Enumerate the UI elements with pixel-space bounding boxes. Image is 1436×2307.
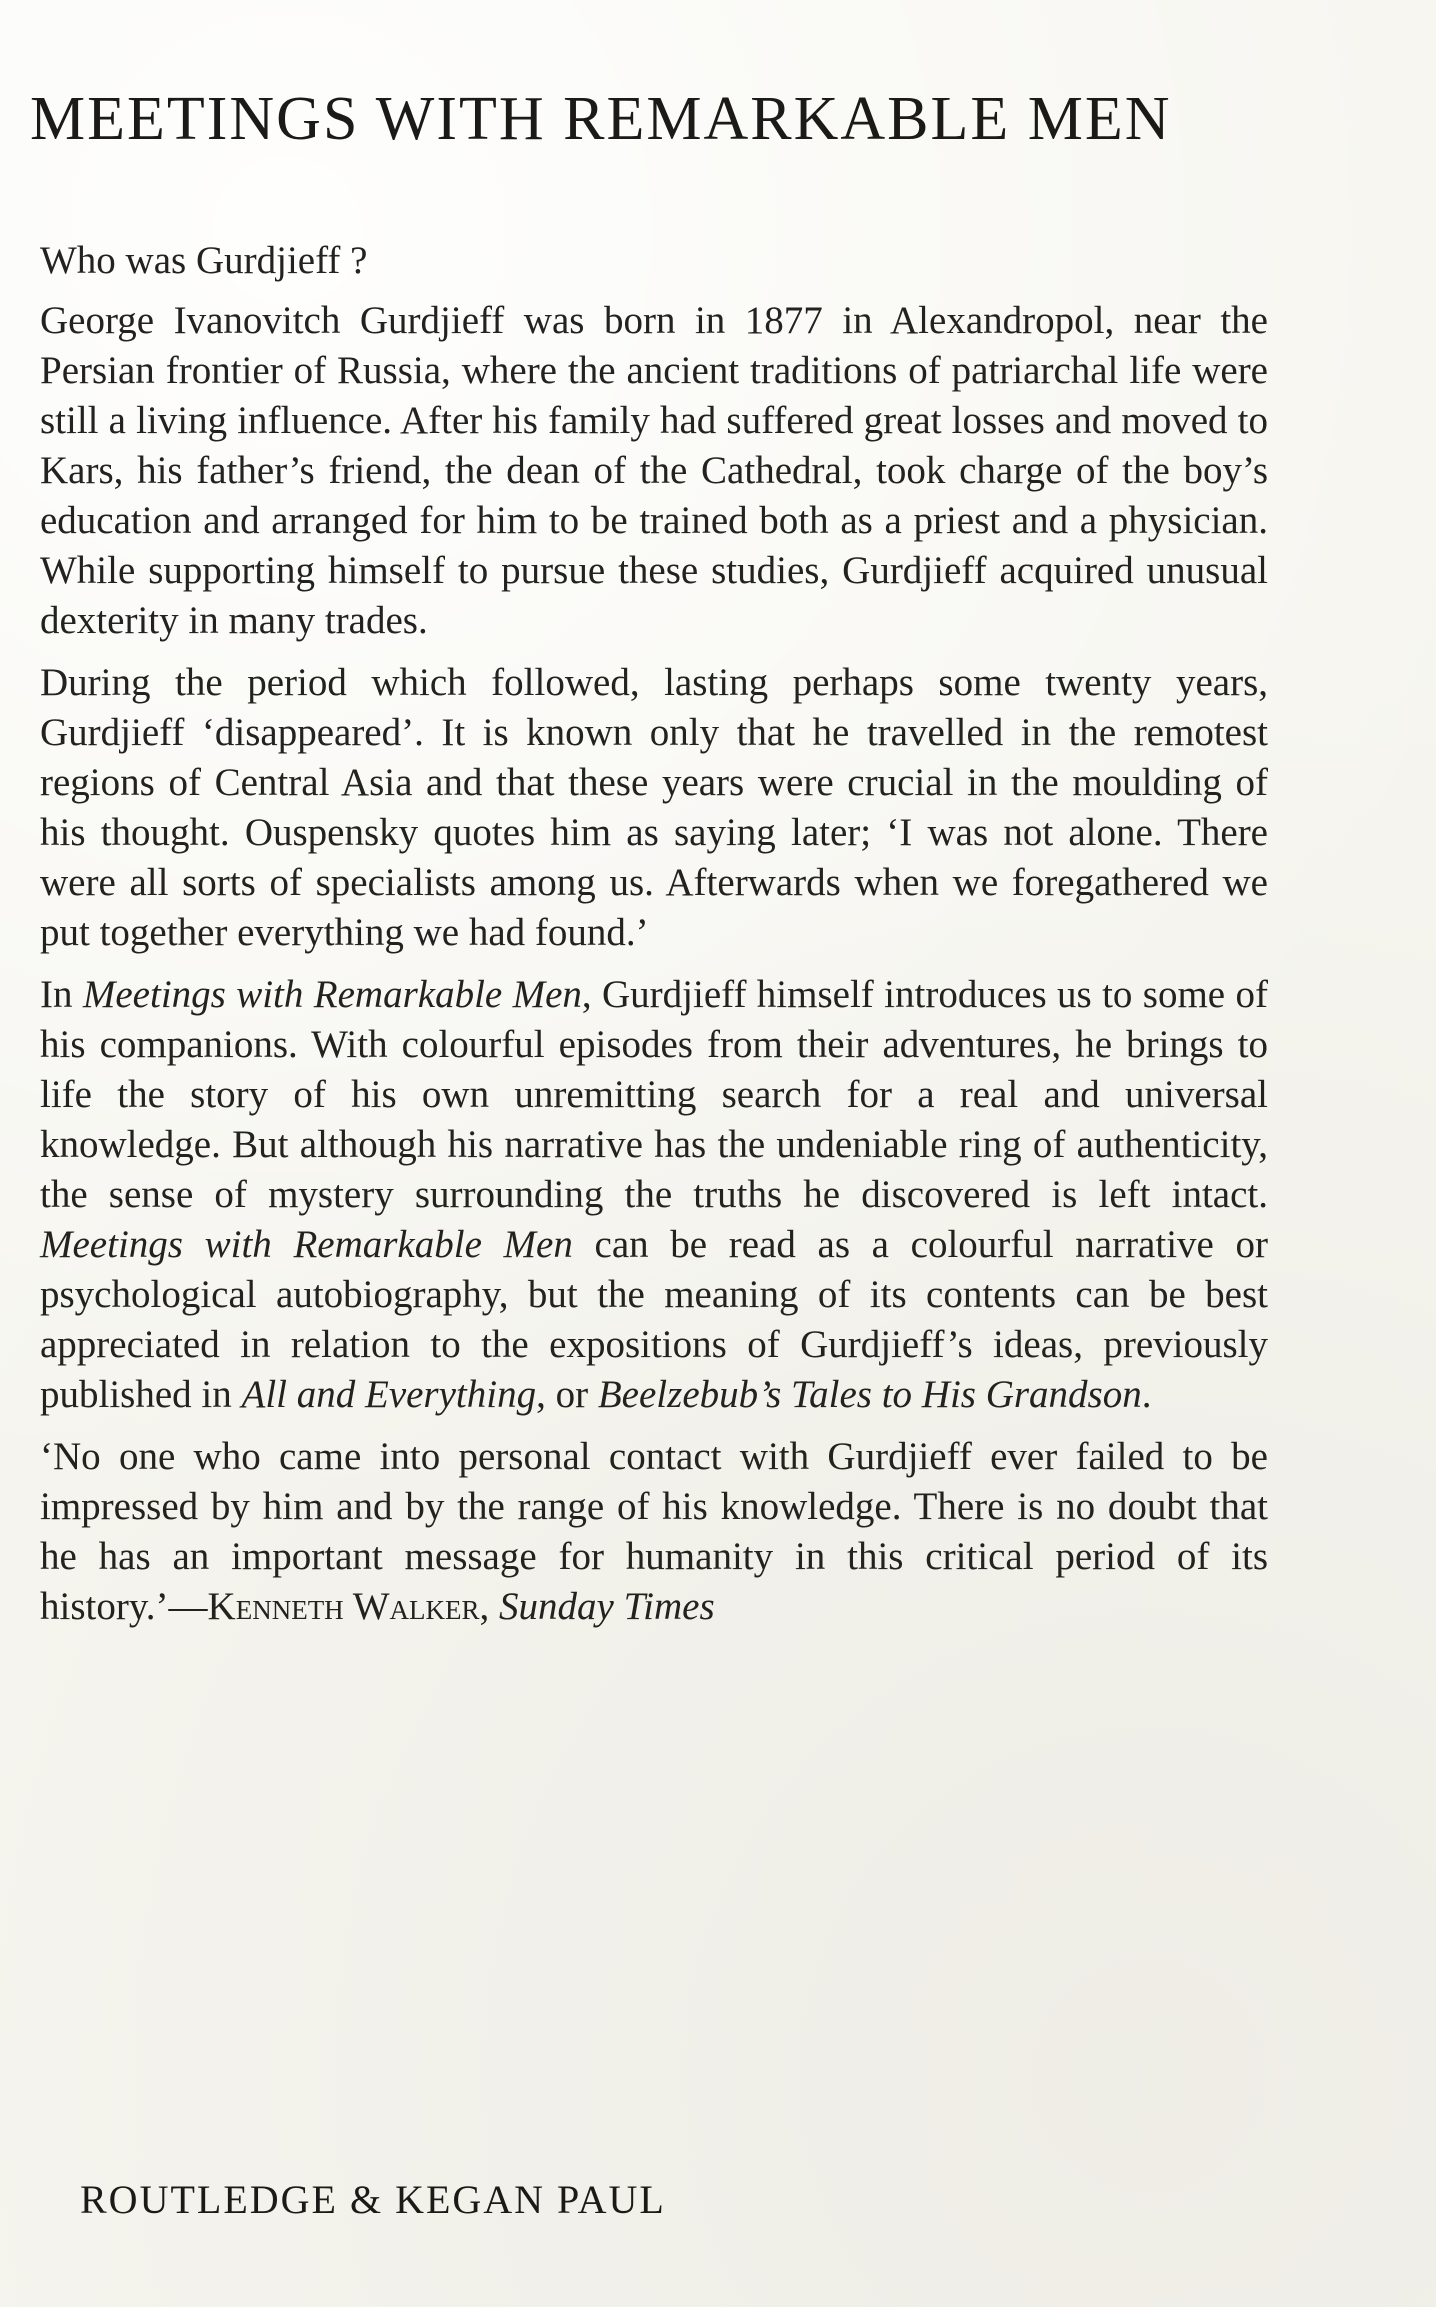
quote-source: Sunday Times bbox=[499, 1585, 715, 1628]
summary-text-2: , Gurdjieff himself introduces us to some of his companions. With colourful episodes from their adventures, he brings to life the story of his own unremitting search for a real and universal knowledge. But although his narrative has the undeniable ring of authenticity, the sense of mystery surrounding the truths he discovered is left intact. bbox=[40, 973, 1268, 1216]
related-title-reference: All and Everything bbox=[241, 1373, 537, 1416]
review-quote bbox=[40, 1432, 1268, 1632]
intro-question: Who was Gurdjieff ? bbox=[40, 239, 368, 282]
summary-text-5: . bbox=[1141, 1373, 1152, 1416]
publisher-name: ROUTLEDGE & KEGAN PAUL bbox=[80, 2177, 666, 2222]
quote-separator: , bbox=[479, 1585, 500, 1628]
paragraph-disappearance: During the period which followed, lasting perhaps some twenty years, Gurdjieff ‘disappeared’. It is known only that he travelled in the remotest regions of Central Asia and that these years were crucial in the moulding of his thought. Ouspensky quotes him as saying later; ‘I was not alone. There were all sorts of specialists among us. Afterwards when we foregathered we put together everything we had found.’ bbox=[40, 661, 1268, 954]
description-body bbox=[40, 236, 1268, 1632]
paragraph-book-summary bbox=[40, 970, 1268, 1420]
book-title-reference: Meetings with Remarkable Men bbox=[82, 973, 582, 1016]
paragraph-biography: George Ivanovitch Gurdjieff was born in 1877 in Alexandropol, near the Persian frontier of Russia, where the ancient traditions of patriarchal life were still a living influence. After his family had suffered great losses and moved to Kars, his father’s friend, the dean of the Cathedral, took charge of the boy’s education and arranged for him to be trained both as a priest and a physician. While supporting himself to pursue these studies, Gurdjieff acquired unusual dexterity in many trades. bbox=[40, 299, 1268, 642]
page-title: MEETINGS WITH REMARKABLE MEN bbox=[30, 85, 1172, 153]
summary-text-1: In bbox=[40, 973, 83, 1016]
quote-text: ‘No one who came into personal contact with Gurdjieff ever failed to be impressed by him and by the range of his knowledge. There is no doubt that he has an important message for humanity in this critical period of its history.’— bbox=[40, 1435, 1268, 1628]
summary-text-4: , or bbox=[536, 1373, 598, 1416]
related-title-reference: Beelzebub’s Tales to His Grandson bbox=[597, 1373, 1142, 1416]
quote-author: Kenneth Walker bbox=[207, 1585, 480, 1628]
book-title-reference: Meetings with Remarkable Men bbox=[40, 1223, 573, 1266]
summary-text-3: can be read as a colourful narrative or psychological autobiography, but the meaning of its contents can be best appreciated in relation to the expositions of Gurdjieff’s ideas, previously published in bbox=[40, 1223, 1268, 1416]
